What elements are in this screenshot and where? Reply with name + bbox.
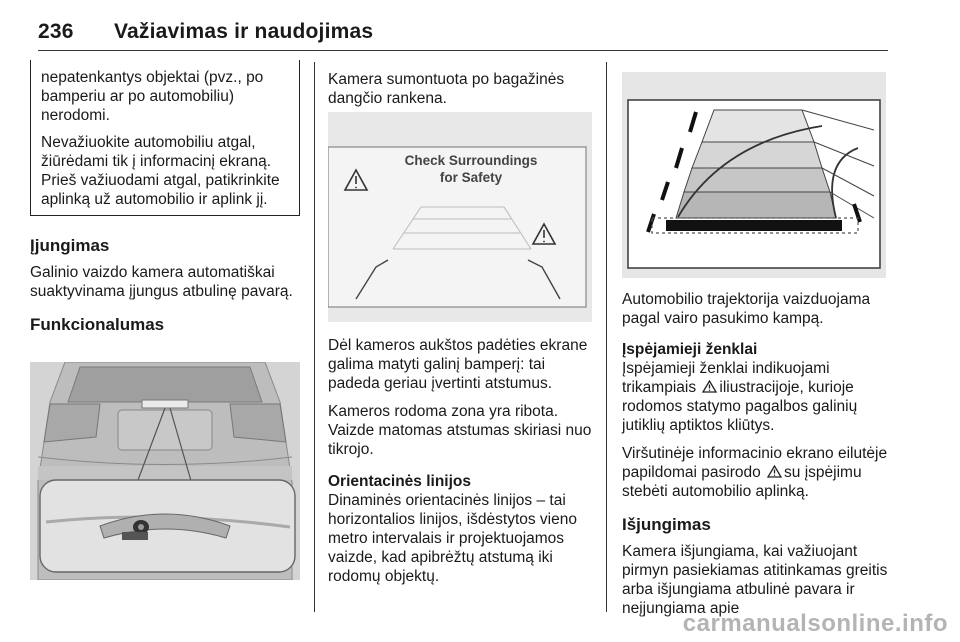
heading-deactivation: Išjungimas xyxy=(622,515,711,534)
warning-triangle-icon xyxy=(767,465,782,478)
warning-signs-text-b: iliustracijoje, kurioje rodomos statymo pagalbos galinių jutiklių aptiktos kliūtys. xyxy=(622,379,858,434)
car-rear-camera-illustration xyxy=(30,362,300,580)
camera-range-text: Kameros rodoma zona yra ribota. Vaizde matomas atstumas skiriasi nuo tikrojo. xyxy=(328,403,592,458)
top-line-text-b: su įspėjimu stebėti automobilio aplinką. xyxy=(622,464,862,500)
watermark: carmanualsonline.info xyxy=(682,610,948,637)
trajectory-text: Automobilio trajektorija vaizduojama pagal vairo pasukimo kampą. xyxy=(622,291,871,327)
bumper-visibility-text: Dėl kameros aukštos padėties ekrane galima matyti galinį bamperį: tai padeda geriau įvertinti atstumus. xyxy=(328,337,588,392)
trajectory-guidelines-illustration xyxy=(622,72,886,278)
column-2 xyxy=(328,70,598,117)
warning-paragraph-2: Nevažiuokite automobiliu atgal, žiūrėdami tik į informacinį ekraną. Prieš važiuodami atgal, patikrinkite aplinką už automobilio ir aplink jį. xyxy=(41,134,280,208)
screen-text-line-2: for Safety xyxy=(439,170,503,185)
camera-screen-illustration xyxy=(328,112,592,322)
warning-signs-text xyxy=(622,359,890,435)
header-rule xyxy=(38,50,888,51)
deactivation-text: Kamera išjungiama, kai važiuojant pirmyn pasiekiamas atitinkamas greitis arba išjungiama atbulinė pavara ir neįjungiama apie xyxy=(622,543,888,617)
page-number: 236 xyxy=(38,20,74,43)
column-3 xyxy=(622,290,890,627)
screen-text-line-1: Check Surroundings xyxy=(404,153,538,168)
heading-functionality: Funkcionalumas xyxy=(30,315,165,334)
activation-text: Galinio vaizdo kamera automatiškai suaktyvinama įjungus atbulinę pavarą. xyxy=(30,264,293,300)
warning-signs-text-a: Įspėjamieji ženklai indikuojami trikampiais xyxy=(622,360,830,396)
warning-paragraph-1: nepatenkantys objektai (pvz., po bamperiu ar po automobiliu) nerodomi. xyxy=(41,69,264,124)
camera-location-text: Kamera sumontuota po bagažinės dangčio rankena. xyxy=(328,71,565,107)
heading-warning-signs: Įspėjamieji ženklai xyxy=(622,341,758,358)
heading-activation: Įjungimas xyxy=(30,236,110,255)
column-divider-1 xyxy=(314,62,315,612)
page-title: Važiavimas ir naudojimas xyxy=(114,20,374,43)
page-header xyxy=(38,20,373,44)
heading-guidelines: Orientacinės linijos xyxy=(328,473,471,490)
guidelines-text: Dinaminės orientacinės linijos – tai horizontalios linijos, išdėstytos vieno metro intervalais ir projektuojamos vaizde, kad apibrėžtų atstumą iki rodomų objektų. xyxy=(328,492,577,585)
column-divider-2 xyxy=(606,62,607,612)
warning-box xyxy=(30,60,300,216)
top-line-text-a: Viršutinėje informacinio ekrano eilutėje papildomai pasirodo xyxy=(622,445,888,481)
column-1 xyxy=(30,60,300,342)
warning-triangle-icon xyxy=(702,380,717,393)
column-2-lower xyxy=(328,336,598,595)
screen-warning-text xyxy=(396,152,546,186)
top-line-text xyxy=(622,444,890,501)
